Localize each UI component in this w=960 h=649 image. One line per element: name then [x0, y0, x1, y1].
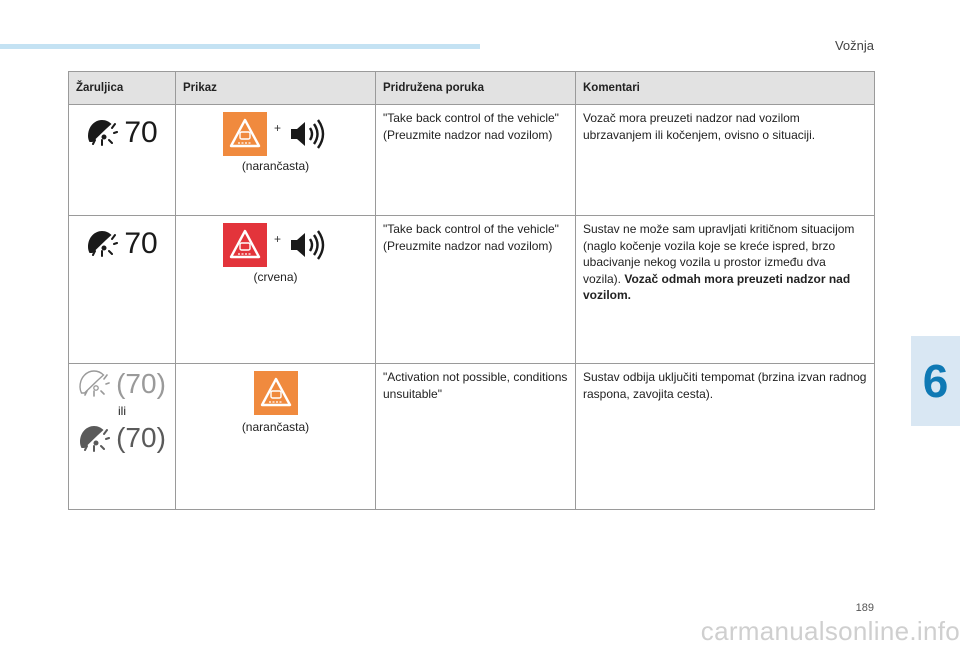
display-caption: (narančasta) [241, 420, 310, 434]
message-cell: "Take back control of the vehicle" (Preuzmite nadzor nad vozilom) [376, 216, 576, 364]
speaker-sound-icon [288, 119, 328, 149]
display-cell [176, 216, 376, 364]
speed-value: 70 [124, 115, 158, 149]
warning-background [254, 371, 298, 415]
cruise-control-speedometer-icon [86, 229, 118, 259]
section-title: Vožnja [834, 38, 874, 53]
comment-text: Sustav odbija uključiti tempomat (brzina izvan radnog raspona, zavojita cesta). [583, 370, 867, 401]
indicator-table [68, 71, 875, 510]
page-number: 189 [855, 602, 874, 614]
top-accent-bar [0, 44, 480, 49]
display-group [176, 371, 375, 415]
column-header-display: Prikaz [176, 72, 376, 105]
comment-cell [576, 364, 875, 510]
cruise-control-speedometer-icon [86, 118, 118, 148]
display-group [176, 223, 375, 267]
chapter-number: 6 [922, 355, 949, 407]
comment-cell [576, 216, 875, 364]
lamp-group [69, 369, 175, 399]
chapter-tab [911, 336, 960, 426]
lamp-cell [69, 216, 176, 364]
column-header-lamp: Žaruljica [69, 72, 176, 105]
lamp-cell [69, 364, 176, 510]
table-row [69, 105, 875, 216]
table-row [69, 364, 875, 510]
display-cell [176, 364, 376, 510]
column-header-comments: Komentari [576, 72, 875, 105]
comment-text: Vozač mora preuzeti nadzor nad vozilom ubrzavanjem ili kočenjem, ovisno o situaciji. [583, 111, 816, 142]
cruise-control-speedometer-icon [78, 424, 110, 454]
lamp-group [69, 424, 175, 454]
speed-value: (70) [116, 367, 166, 399]
or-label: ili [118, 404, 126, 418]
vehicle-warning-triangle-icon [223, 223, 267, 267]
comment-emphasis: Vozač odmah mora preuzeti nadzor nad vozilom. [583, 271, 851, 302]
plus-sign: + [273, 231, 281, 246]
comment-text: Sustav ne može sam upravljati kritičnom situacijom (naglo kočenje vozila koje se kreće ispred, brzo ubacivanje nekog vozila u prostor između dva vozila). [583, 222, 855, 286]
cruise-control-speedometer-outline-icon [78, 369, 110, 399]
lamp-cell [69, 105, 176, 216]
table-header-row [69, 72, 875, 105]
message-cell: "Activation not possible, conditions unsuitable" [376, 364, 576, 510]
warning-background [223, 112, 267, 156]
vehicle-warning-triangle-icon [254, 371, 298, 415]
plus-sign: + [273, 120, 281, 135]
message-cell: "Take back control of the vehicle" (Preuzmite nadzor nad vozilom) [376, 105, 576, 216]
table-row [69, 216, 875, 364]
vehicle-warning-triangle-icon [223, 112, 267, 156]
column-header-message: Pridružena poruka [376, 72, 576, 105]
display-caption: (narančasta) [241, 159, 310, 173]
speed-value: (70) [116, 422, 166, 454]
warning-background [223, 223, 267, 267]
display-caption: (crvena) [253, 270, 298, 284]
display-cell [176, 105, 376, 216]
lamp-group [69, 226, 175, 260]
lamp-group [69, 115, 175, 149]
speaker-sound-icon [288, 230, 328, 260]
speed-value: 70 [124, 226, 158, 260]
watermark: carmanualsonline.info [700, 616, 960, 646]
display-group [176, 112, 375, 156]
comment-cell [576, 105, 875, 216]
